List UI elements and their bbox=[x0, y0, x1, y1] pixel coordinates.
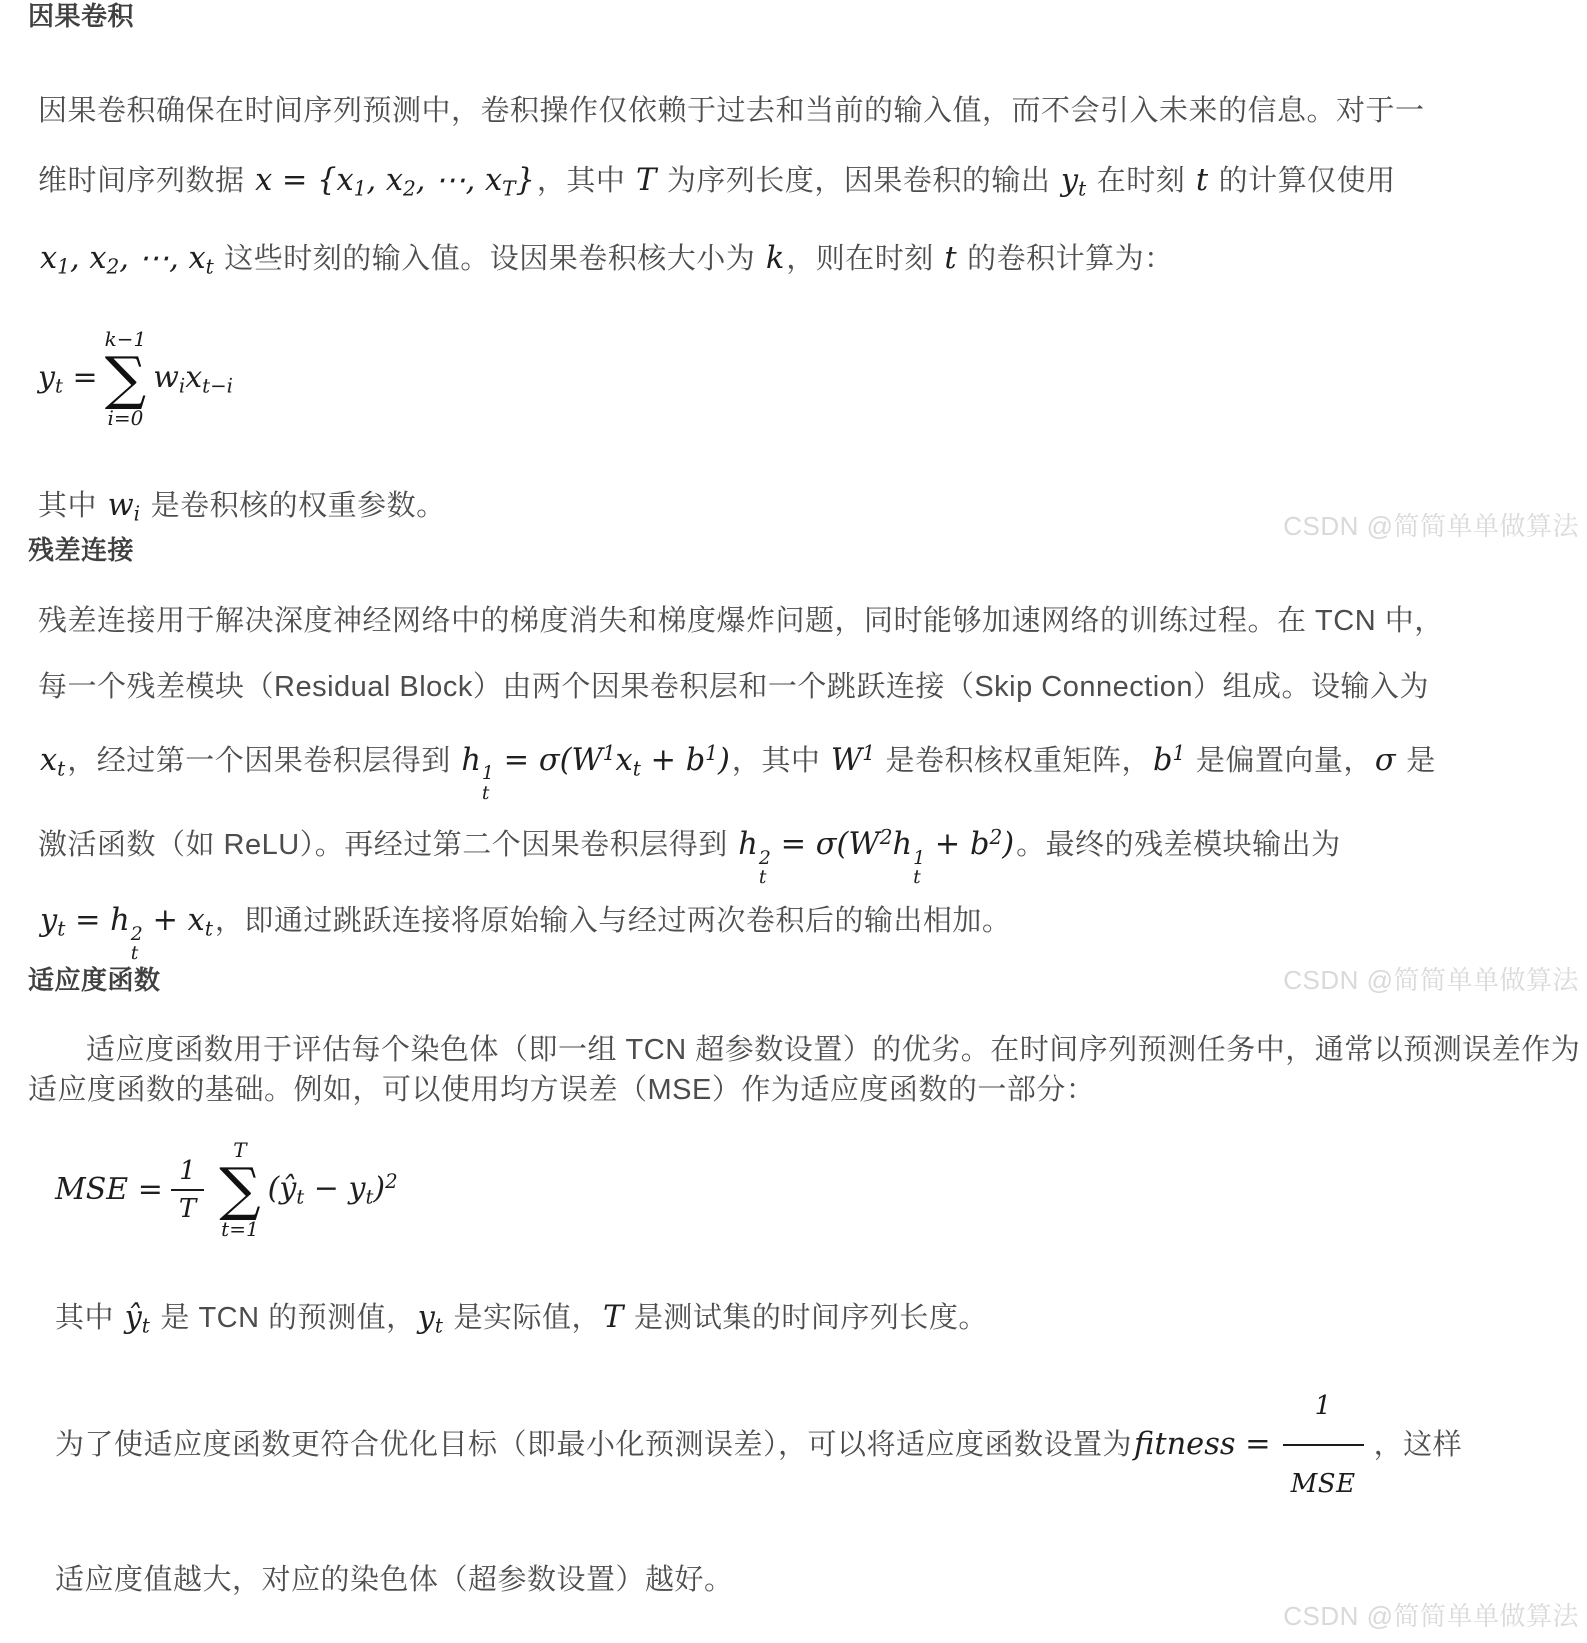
fraction-numerator: 1 bbox=[179, 1155, 196, 1186]
sigma-symbol: ∑ bbox=[219, 1155, 261, 1224]
heading-causal-convolution: 因果卷积 bbox=[28, 1, 135, 31]
formula-causal-output bbox=[38, 327, 1587, 430]
sum-upper-limit: k−1 bbox=[104, 327, 147, 352]
sum-lower-limit: i=0 bbox=[107, 406, 144, 431]
paragraph-fitness-intro: 适应度函数用于评估每个染色体（即一组 TCN 超参数设置）的优劣。在时间序列预测任务中，通常以预测误差作为 适应度函数的基础。例如，可以使用均方误差（MSE）作为适应度函数的一部分： bbox=[28, 1034, 1581, 1107]
paragraph-mse-note: 其中 ŷt 是 TCN 的预测值，yt 是实际值，T 是测试集的时间序列长度。 bbox=[55, 1300, 988, 1338]
summation-operator bbox=[105, 327, 147, 430]
paragraph-fitness-definition: 为了使适应度函数更符合优化目标（即最小化预测误差），可以将适应度函数设置为 ftness = $\frac{1}{\text{MSE}}$ ，这样 适应度值越大，对应的染色体（超参数设置）越好。 bbox=[55, 1371, 1587, 1615]
sum-upper-limit: T bbox=[233, 1138, 247, 1163]
csdn-watermark: CSDN @简简单单做算法 bbox=[1283, 1601, 1579, 1631]
sigma-symbol: ∑ bbox=[104, 344, 147, 413]
paragraph-causal-convolution: 因果卷积确保在时间序列预测中，卷积操作仅依赖于过去和当前的输入值，而不会引入未来的信息。对于一 维时间序列数据 x = {x1, x2, ⋯, xT}，其中 T 为序列长度，因果卷积的输出 yt 在时刻 t 的计算仅使用 x1, x2, ⋯, xt 这些时刻的输入值。设因果卷积核大小为 k，则在时刻 t 的卷积计算为： bbox=[38, 95, 1425, 279]
fraction-denominator: T bbox=[171, 1189, 204, 1224]
heading-residual-connection: 残差连接 bbox=[28, 534, 135, 565]
csdn-watermark: CSDN @简简单单做算法 bbox=[1283, 965, 1579, 995]
inline-fraction: $\frac{1}{\text{MSE}}$ bbox=[1283, 1371, 1364, 1519]
formula-lhs: yt = bbox=[38, 360, 98, 398]
formula-rhs: wixt−i bbox=[153, 360, 233, 398]
formula-lhs: MSE = bbox=[55, 1172, 163, 1208]
summation-operator bbox=[219, 1138, 260, 1241]
sum-lower-limit: t=1 bbox=[221, 1217, 259, 1242]
paragraph-weight-note: 其中 wi 是卷积核的权重参数。 bbox=[38, 488, 446, 526]
csdn-watermark: CSDN @简简单单做算法 bbox=[1283, 511, 1579, 541]
fraction-one-over-T bbox=[171, 1156, 204, 1224]
heading-fitness-function: 适应度函数 bbox=[28, 965, 161, 996]
formula-rhs: (ŷt − yt)$^2$ bbox=[267, 1170, 398, 1209]
paragraph-residual-connection: 残差连接用于解决深度神经网络中的梯度消失和梯度爆炸问题，同时能够加速网络的训练过程。在 TCN 中， 每一个残差模块（Residual Block）由两个因果卷积层和一个跳跃连接（Skip Connection）组成。设输入为 xt，经过第一个因果卷积层得到 h 1 t = $\sigma(W^1xt + b^1)$，其中 $W^1$ 是卷积核权重矩阵，$b^1$ 是偏置向量，σ 是 激活函数（如 ReLU）。再经过第二个因果卷积层得到 h 2 t = $\sigma(W^2h$ 1 t + $b^2$)。最终的残差模块输出为 yt = h 2 t + xt，即通过跳跃连接将原始输入与经过两次卷积后的输出相加。 bbox=[38, 604, 1444, 965]
formula-mse bbox=[55, 1138, 1587, 1241]
